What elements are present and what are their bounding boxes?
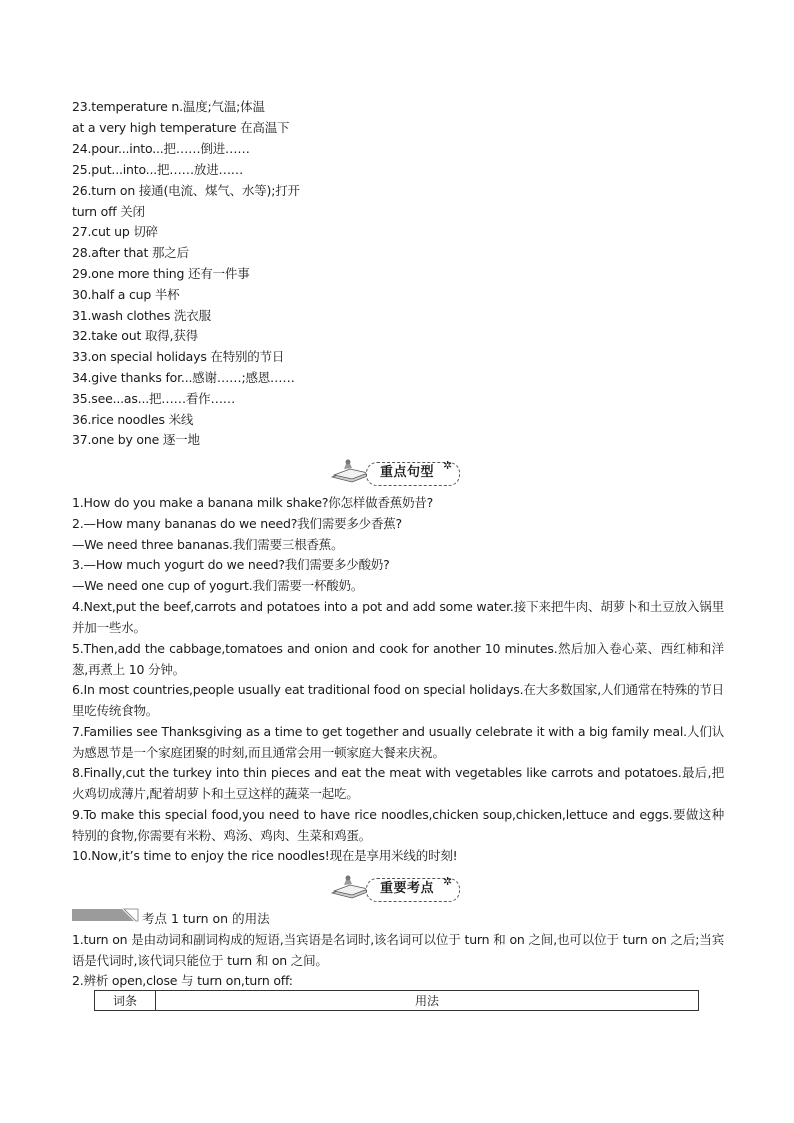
vocab-item: 30.half a cup 半杯	[72, 287, 180, 302]
keypoint-label-bar	[72, 908, 140, 922]
vocab-item: 31.wash clothes 洗衣服	[72, 308, 211, 323]
sentence: 9.To make this special food,you need to have rice noodles,chicken soup,chicken,lettuce and eggs.要做这种特别的食物,你需要有米粉、鸡汤、鸡肉、生菜和鸡蛋。	[72, 807, 724, 843]
vocab-item: 34.give thanks for...感谢……;感恩……	[72, 370, 295, 385]
sentence: 6.In most countries,people usually eat traditional food on special holidays.在大多数国家,人们通常在特殊的节日里吃传统食物。	[72, 682, 724, 718]
vocab-item: at a very high temperature 在高温下	[72, 120, 290, 135]
star-icon: ✲	[443, 875, 453, 888]
vocab-item: 35.see...as...把……看作……	[72, 391, 236, 406]
vocab-item: 25.put...into...把……放进……	[72, 162, 244, 177]
table-header-cell: 词条	[95, 991, 156, 1011]
vocab-item: 23.temperature n.温度;气温;体温	[72, 99, 265, 114]
sentence: 5.Then,add the cabbage,tomatoes and onion and cook for another 10 minutes.然后加入卷心菜、西红柿和洋葱,再煮上 10 分钟。	[72, 641, 724, 677]
section-header-key-points	[330, 871, 465, 901]
keypoint-paragraph: 2.辨析 open,close 与 turn on,turn off:	[72, 973, 293, 988]
sentence: 7.Families see Thanksgiving as a time to get together and usually celebrate it with a big family meal.人们认为感恩节是一个家庭团聚的时刻,而且通常会用一顿家庭大餐来庆祝。	[72, 724, 724, 760]
vocab-item: turn off 关闭	[72, 204, 145, 219]
sentence: 10.Now,it’s time to enjoy the rice noodles!现在是享用米线的时刻!	[72, 848, 458, 863]
star-icon: ✲	[443, 459, 453, 472]
vocab-item: 33.on special holidays 在特别的节日	[72, 349, 285, 364]
sentence: 3.—How much yogurt do we need?我们需要多少酸奶?	[72, 557, 390, 572]
vocab-item: 36.rice noodles 米线	[72, 412, 194, 427]
section-title: 重要考点	[380, 881, 435, 896]
sentence: 4.Next,put the beef,carrots and potatoes into a pot and add some water.接下来把牛肉、胡萝卜和土豆放入锅里并加一些水。	[72, 599, 724, 635]
table-header-cell: 用法	[156, 991, 699, 1011]
vocab-item: 26.turn on 接通(电流、煤气、水等);打开	[72, 183, 300, 198]
sentence: 2.—How many bananas do we need?我们需要多少香蕉?	[72, 516, 402, 531]
vocab-item: 29.one more thing 还有一件事	[72, 266, 250, 281]
keypoint-title: 考点 1 turn on 的用法	[142, 911, 270, 926]
section-title: 重点句型	[380, 465, 435, 480]
sentence: 8.Finally,cut the turkey into thin pieces and eat the meat with vegetables like carrots and potatoes.最后,把火鸡切成薄片,配着胡萝卜和土豆这样的蔬菜一起吃。	[72, 765, 724, 801]
vocab-item: 28.after that 那之后	[72, 245, 189, 260]
vocab-item: 24.pour...into...把……倒进……	[72, 141, 250, 156]
usage-table	[94, 990, 699, 1011]
vocab-item: 37.one by one 逐一地	[72, 432, 200, 447]
vocab-item: 32.take out 取得,获得	[72, 328, 198, 343]
vocab-item: 27.cut up 切碎	[72, 224, 158, 239]
sentence: —We need three bananas.我们需要三根香蕉。	[72, 537, 344, 552]
sentence: —We need one cup of yogurt.我们需要一杯酸奶。	[72, 578, 364, 593]
section-header-key-sentences	[330, 455, 465, 485]
keypoint-paragraph: 1.turn on 是由动词和副词构成的短语,当宾语是名词时,该名词可以位于 turn 和 on 之间,也可以位于 turn on 之后;当宾语是代词时,该代词只能位于 turn 和 on 之间。	[72, 932, 724, 968]
sentence: 1.How do you make a banana milk shake?你怎样做香蕉奶昔?	[72, 495, 434, 510]
